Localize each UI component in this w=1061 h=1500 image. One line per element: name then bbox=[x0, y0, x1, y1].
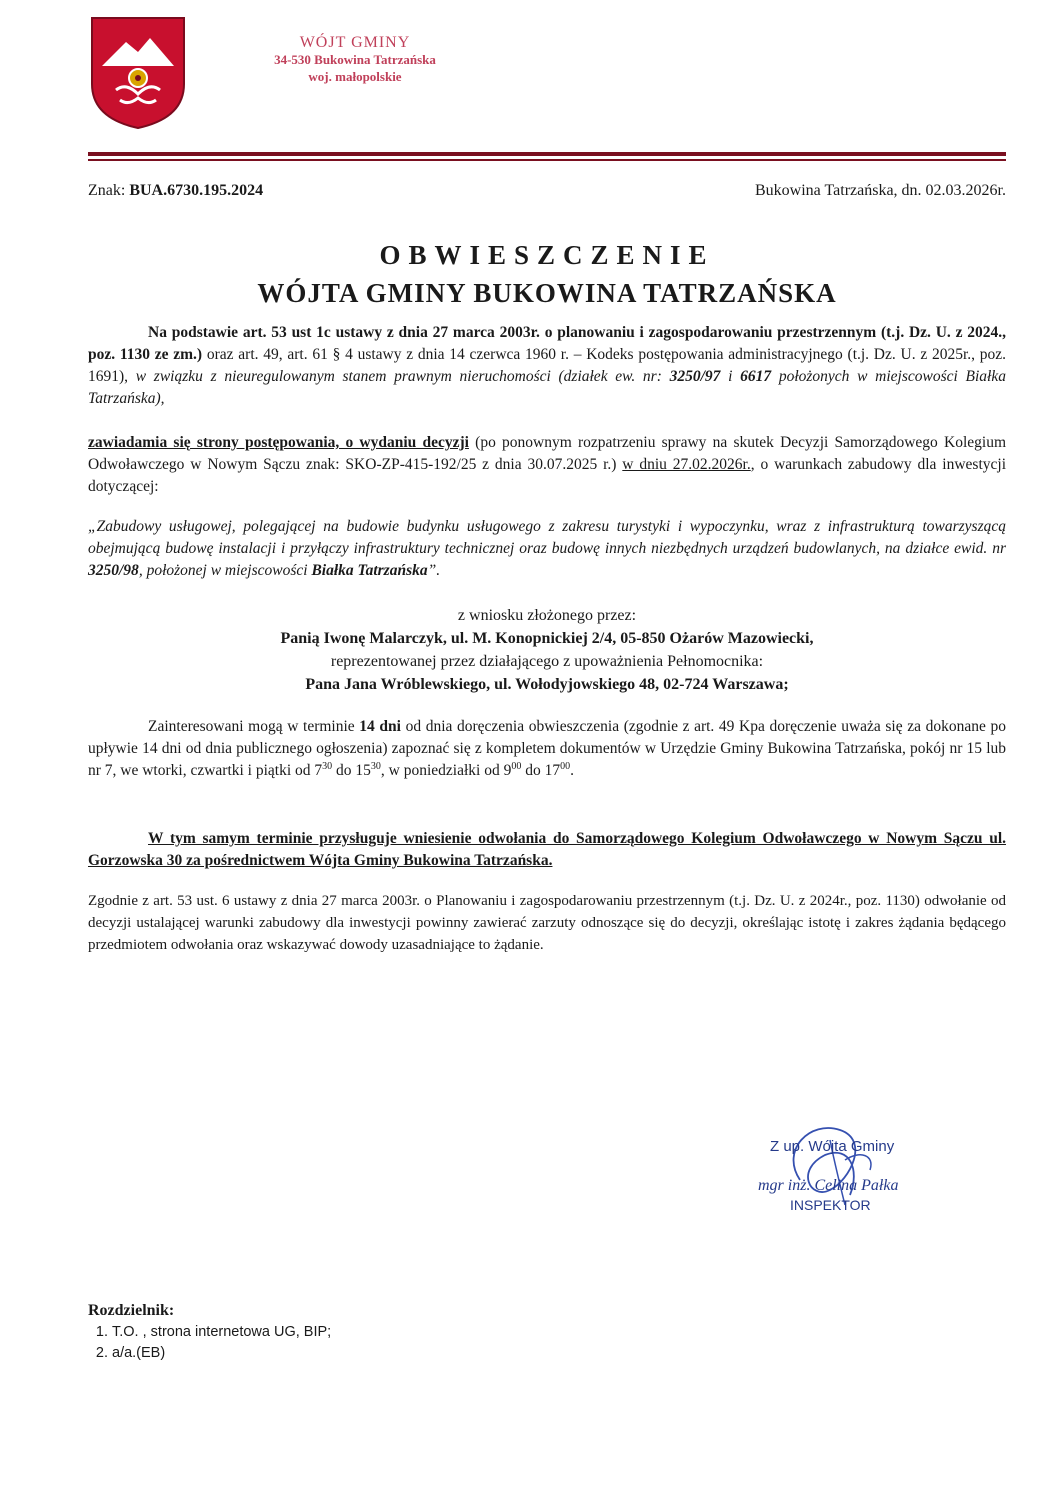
decision-date: w dniu 27.02.2026r. bbox=[622, 456, 751, 473]
legal-basis-paragraph bbox=[88, 322, 1006, 410]
legal-basis-location: położonych w miejscowości Białka Tatrzańska), bbox=[88, 368, 1006, 407]
inspection-text-3: do 15 bbox=[332, 762, 371, 779]
representative-name: Pana Jana Wróblewskiego, ul. Wołodyjowskiego 48, 02-724 Warszawa; bbox=[305, 676, 789, 693]
representative-intro: reprezentowanej przez działającego z upoważnienia Pełnomocnika: bbox=[330, 653, 764, 670]
stamp-title: WÓJT GMINY bbox=[299, 34, 411, 51]
inspection-paragraph bbox=[88, 716, 1006, 782]
signature-authority: Z up. Wójta Gminy bbox=[770, 1138, 895, 1155]
reference-label: Znak: bbox=[88, 182, 126, 199]
investment-quote-end: ”. bbox=[427, 562, 441, 579]
document-title: OBWIESZCZENIE bbox=[379, 240, 715, 270]
time-sup-2: 30 bbox=[370, 760, 381, 772]
issuer-stamp bbox=[230, 34, 480, 85]
notification-paragraph bbox=[88, 432, 1006, 498]
stamp-region: woj. małopolskie bbox=[308, 69, 402, 84]
parcel-2: 6617 bbox=[740, 368, 772, 385]
inspection-text-4: , w poniedziałki od 9 bbox=[380, 762, 512, 779]
notification-lead: zawiadamia się strony postępowania, o wydaniu decyzji bbox=[88, 434, 469, 451]
list-item: 2. a/a.(EB) bbox=[112, 1343, 331, 1364]
legal-basis-conj: i bbox=[720, 368, 741, 385]
inspection-end: . bbox=[570, 762, 574, 779]
inspection-text-5: do 17 bbox=[521, 762, 561, 779]
notification-end: , o warunkach zabudowy dla inwestycji dotyczącej: bbox=[88, 456, 1007, 495]
inspection-deadline: 14 dni bbox=[359, 718, 401, 735]
investment-location: Białka Tatrzańska bbox=[311, 562, 428, 579]
appeal-paragraph: W tym samym terminie przysługuje wniesienie odwołania do Samorządowego Kolegium Odwoławczego w Nowym Sączu ul. Gorzowska 30 za pośrednictwem Wójta Gminy Bukowina Tatrzańska. bbox=[88, 830, 1006, 869]
inspection-text: Zainteresowani mogą w terminie bbox=[148, 718, 360, 735]
notification-text: (po ponownym rozpatrzeniu sprawy na skutek Decyzji Samorządowego Kolegium Odwoławczego w Nowym Sączu znak: SKO-ZP-415-192/25 z dnia 30.07.2025 r.) bbox=[88, 434, 1006, 473]
place-date: Bukowina Tatrzańska, dn. 02.03.2026r. bbox=[755, 182, 1006, 199]
applicant-name: Panią Iwonę Malarczyk, ul. M. Konopnickiej 2/4, 05-850 Ożarów Mazowiecki, bbox=[280, 630, 814, 647]
distribution-title: Rozdzielnik: bbox=[88, 1302, 175, 1319]
legal-basis-italic: w związku z nieuregulowanym stanem prawnym nieruchomości (działek ew. nr: bbox=[135, 368, 670, 385]
time-sup-3: 00 bbox=[511, 760, 522, 772]
header-divider-thin bbox=[88, 159, 1006, 161]
parcel-1: 3250/97 bbox=[669, 368, 721, 385]
investment-text-2: , położonej w miejscowości bbox=[138, 562, 312, 579]
coat-of-arms-icon bbox=[88, 14, 188, 132]
distribution-list bbox=[88, 1302, 331, 1364]
reference-value: BUA.6730.195.2024 bbox=[129, 182, 264, 199]
inspection-text-2: od dnia doręczenia obwieszczenia (zgodnie z art. 49 Kpa doręczenie uważa się za dokonane po upływie 14 dni od dnia publicznego ogłoszenia) zapoznać się z kompletem dokumentów w Urzędzie Gminy Bukowina Tatrzańska, pokój nr 15 lub nr 7, we wtorki, czwartki i piątki od 7 bbox=[88, 718, 1006, 779]
investment-text: „Zabudowy usługowej, polegającej na budowie budynku usługowego z zakresu turystyki i wypoczynku, wraz z infrastrukturą towarzyszącą obejmującą budowę instalacji i przyłączy infrastruktury technicznej oraz budowę innych niezbędnych urządzeń budowlanych, na działce ewid. nr bbox=[88, 518, 1006, 557]
appeal-requirements: Zgodnie z art. 53 ust. 6 ustawy z dnia 27 marca 2003r. o Planowaniu i zagospodarowaniu przestrzennym (t.j. Dz. U. z 2024r., poz. 1130) odwołanie od decyzji ustalającej warunki zabudowy dla inwestycji powinny zawierać zarzuty odnoszące się do decyzji, określając istotę i zakres żądania będącego przedmiotem odwołania oraz wskazywać dowody uzasadniające to żądanie. bbox=[88, 893, 1006, 953]
legal-basis-text: oraz art. 49, art. 61 § 4 ustawy z dnia 14 czerwca 1960 r. – Kodeks postępowania administracyjnego (t.j. Dz. U. z 2025r., poz. 1691), bbox=[88, 346, 1007, 385]
time-sup-1: 30 bbox=[322, 760, 333, 772]
list-item: 1. T.O. , strona internetowa UG, BIP; bbox=[112, 1322, 331, 1343]
investment-description bbox=[88, 516, 1006, 582]
investment-parcel: 3250/98 bbox=[88, 562, 139, 579]
header-divider bbox=[88, 152, 1006, 156]
applicant-block bbox=[88, 604, 1006, 696]
signatory-title: INSPEKTOR bbox=[790, 1197, 871, 1213]
applicant-intro: z wniosku złożonego przez: bbox=[457, 607, 637, 624]
signatory-name: mgr inż. Celina Pałka bbox=[758, 1177, 899, 1194]
time-sup-4: 00 bbox=[560, 760, 571, 772]
legal-basis-bold: Na podstawie art. 53 ust 1c ustawy z dnia 27 marca 2003r. o planowaniu i zagospodarowaniu przestrzennym (t.j. Dz. U. z 2024., poz. 1130 ze zm.) bbox=[88, 324, 1006, 363]
document-subtitle: WÓJTA GMINY BUKOWINA TATRZAŃSKA bbox=[257, 278, 837, 308]
reference-number bbox=[88, 182, 263, 200]
stamp-address: 34-530 Bukowina Tatrzańska bbox=[274, 52, 436, 67]
